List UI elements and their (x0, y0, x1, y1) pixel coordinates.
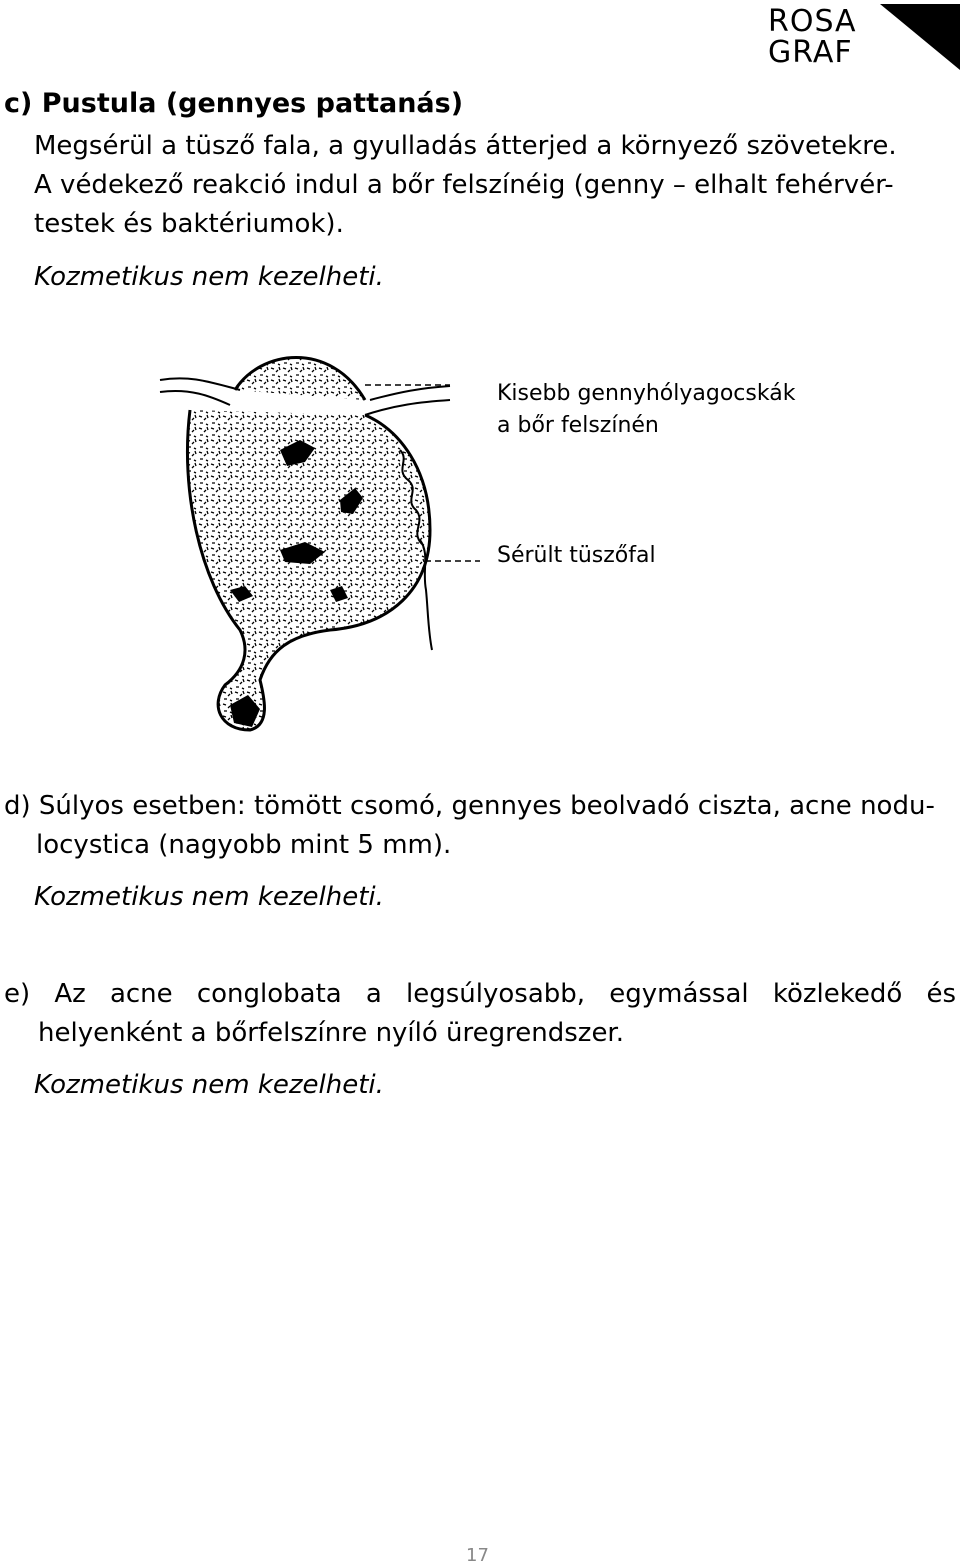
label-damaged-follicle-wall: Sérült tüszőfal (497, 543, 656, 568)
label-pus-vesicles (497, 378, 795, 442)
label-pus-vesicles-line-2: a bőr felszínén (497, 413, 659, 438)
section-e-note: Kozmetikus nem kezelheti. (34, 1070, 384, 1100)
section-d-line-2: locystica (nagyobb mint 5 mm). (36, 830, 452, 860)
section-c-title: c) Pustula (gennyes pattanás) (4, 88, 464, 119)
section-d-paragraph (4, 787, 954, 865)
section-c-line-3: testek és baktériumok). (34, 209, 344, 239)
section-e-paragraph (4, 975, 956, 1053)
section-c-line-2: A védekező reakció indul a bőr felszínéig (genny – elhalt fehérvér- (34, 170, 894, 200)
rosa-graf-logo (760, 4, 960, 70)
section-c-note: Kozmetikus nem kezelheti. (34, 262, 384, 292)
logo-line-1: ROSA (768, 4, 857, 39)
section-c-line-1: Megsérül a tüsző fala, a gyulladás átterjed a környező szövetekre. (34, 131, 897, 161)
logo-line-2: GRAF (768, 35, 853, 70)
page-number: 17 (466, 1545, 489, 1566)
label-pus-vesicles-line-1: Kisebb gennyhólyagocskák (497, 381, 796, 406)
section-e-line-2: helyenként a bőrfelszínre nyíló üregrendszer. (38, 1018, 625, 1048)
section-c-paragraph (34, 127, 934, 244)
section-d-line-1: d) Súlyos esetben: tömött csomó, gennyes beolvadó ciszta, acne nodu- (4, 791, 935, 821)
pustule-illustration (150, 330, 480, 750)
section-d-note: Kozmetikus nem kezelheti. (34, 882, 384, 912)
section-e-line-1: e) Az acne conglobata a legsúlyosabb, egymással közlekedő és (4, 979, 956, 1009)
